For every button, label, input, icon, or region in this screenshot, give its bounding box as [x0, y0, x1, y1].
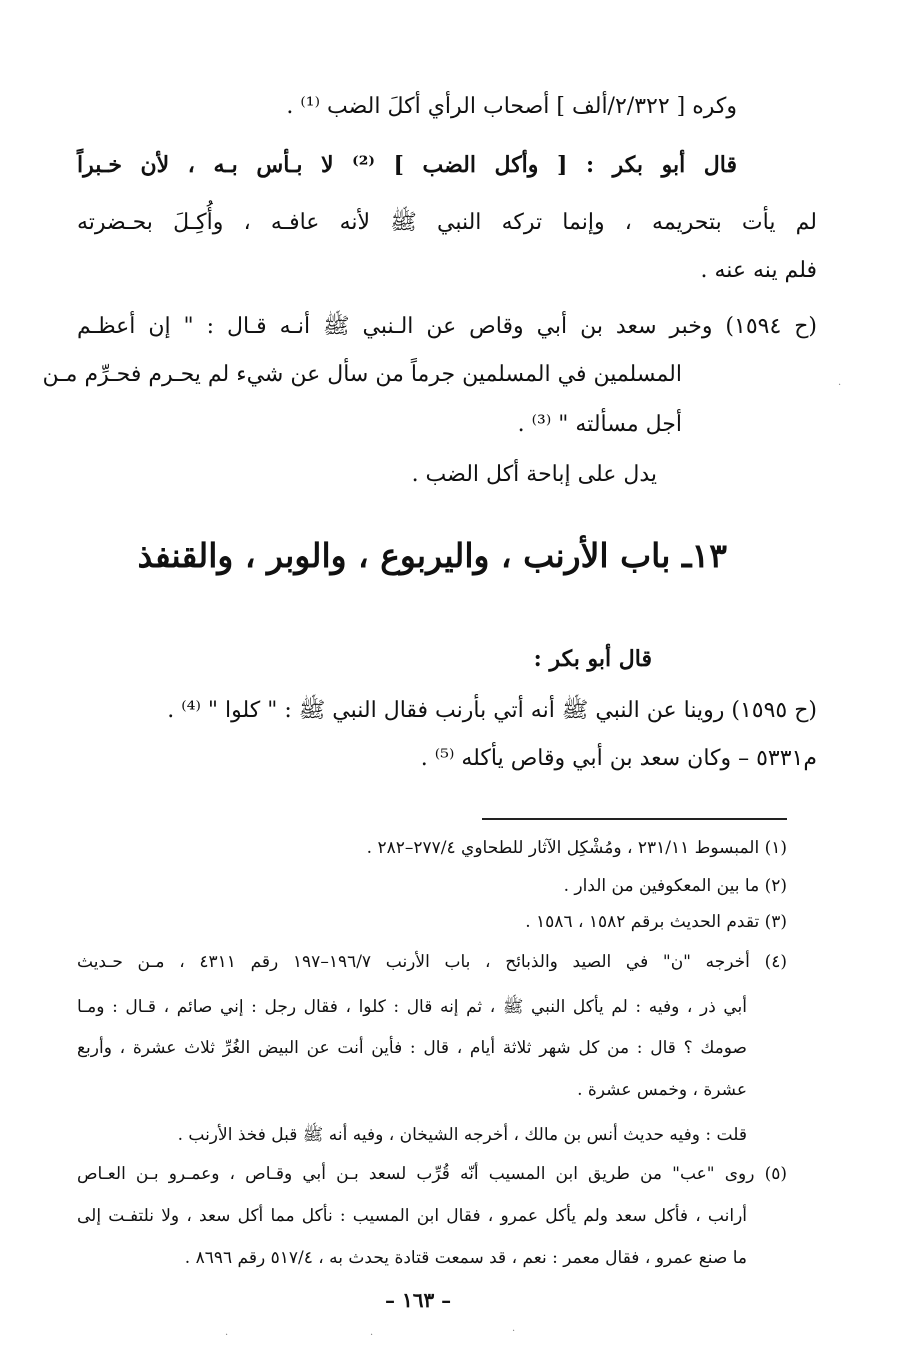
- scan-speck: ·: [512, 1326, 516, 1337]
- footnote-line: قلت : وفيه حديث أنس بن مالك ، أخرجه الشيخان ، وفيه أنه ﷺ قبل فخذ الأرنب .: [177, 1125, 747, 1145]
- paragraph-line: قال أبو بكر :: [533, 646, 652, 672]
- footnote-line: (١) المبسوط ٢٣١/١١ ، ومُشْكِل الآثار للطحاوي ٢٧٧/٤–٢٨٢ .: [366, 838, 787, 858]
- chapter-title: ١٣ـ باب الأرنب ، واليربوع ، والوبر ، والقنفذ: [137, 536, 727, 575]
- paragraph-line: وكره [ ٢/٣٢٢/ألف ] أصحاب الرأي أكلَ الضب ⁽¹⁾ .: [286, 94, 737, 119]
- hadith-line: المسلمين في المسلمين جرماً من سأل عن شيء لم يحـرم فحـرِّم مـن: [42, 362, 682, 387]
- footnote-line: (٢) ما بين المعكوفين من الدار .: [563, 876, 787, 896]
- footnote-separator: [482, 818, 787, 820]
- paragraph-line: يدل على إباحة أكل الضب .: [411, 462, 657, 487]
- footnote-line: عشرة ، وخمس عشرة .: [577, 1080, 747, 1100]
- hadith-line: (ح ١٥٩٥) روينا عن النبي ﷺ أنه أتي بأرنب فقال النبي ﷺ : " كلوا " ⁽⁴⁾ .: [167, 698, 817, 723]
- footnote-line: (٤) أخرجه "ن" في الصيد والذبائح ، باب الأرنب ١٩٦/٧–١٩٧ رقم ٤٣١١ ، مـن حـديث: [77, 952, 787, 972]
- paragraph-line: لم يأت بتحريمه ، وإنما تركه النبي ﷺ لأنه عافـه ، وأُكِـلَ بحـضرته: [77, 210, 817, 235]
- footnote-line: ما صنع عمرو ، فقال معمر : نعم ، قد سمعت قتادة يحدث به ، ٥١٧/٤ رقم ٨٦٩٦ .: [184, 1248, 747, 1268]
- scan-speck: ·: [370, 1330, 374, 1341]
- hadith-line: أجل مسألته " ⁽³⁾ .: [517, 412, 682, 437]
- paragraph-line: فلم ينه عنه .: [700, 258, 817, 283]
- paragraph-line: م٥٣٣١ – وكان سعد بن أبي وقاص يأكله ⁽⁵⁾ .: [420, 746, 817, 771]
- footnote-line: أرانب ، فأكل سعد ولم يأكل عمرو ، فقال ابن المسيب : نأكل مما أكل سعد ، ولا نلتفـت إلى: [77, 1206, 747, 1226]
- scan-speck: ·: [838, 380, 842, 391]
- page-number: – ١٦٣ –: [385, 1288, 452, 1312]
- footnote-line: (٣) تقدم الحديث برقم ١٥٨٢ ، ١٥٨٦ .: [525, 912, 787, 932]
- hadith-line: (ح ١٥٩٤) وخبر سعد بن أبي وقاص عن الـنبي ﷺ أنـه قـال : " إن أعظـم: [77, 314, 818, 339]
- footnote-line: (٥) روى "عب" من طريق ابن المسيب أنّه قُرِّب لسعد بـن أبي وقـاص ، وعمـرو بـن العـاص: [77, 1164, 787, 1184]
- footnote-line: صومك ؟ قال : من كل شهر ثلاثة أيام ، قال : فأين أنت عن البيض الغُرِّ ثلاث عشرة ، وأربع: [77, 1038, 747, 1058]
- footnote-line: أبي ذر ، وفيه : لم يأكل النبي ﷺ ، ثم إنه قال : كلوا ، فقال رجل : إني صائم ، قـال : ومـا: [77, 997, 747, 1017]
- paragraph-line: قال أبو بكر : [ وأكل الضب ] ⁽²⁾ لا بـأس بـه ، لأن خـبراً: [77, 152, 737, 178]
- scan-speck: ·: [225, 1330, 229, 1341]
